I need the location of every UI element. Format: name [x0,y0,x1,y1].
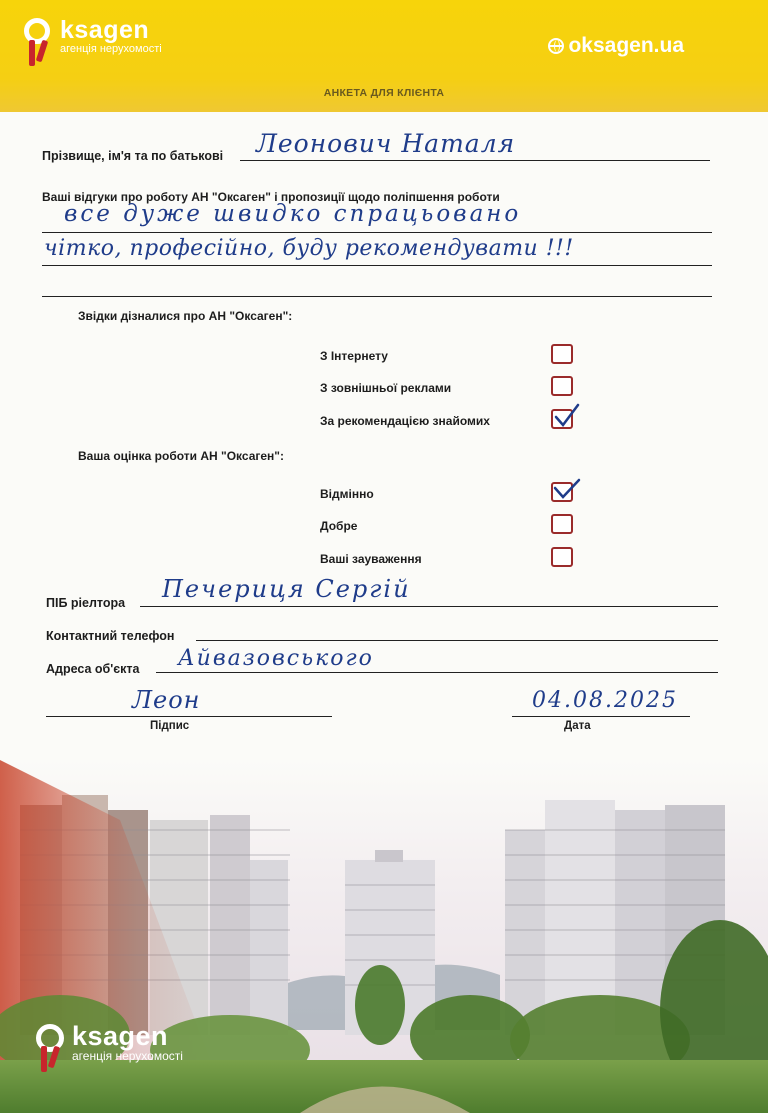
key-logo-icon [36,1024,70,1072]
date-value[interactable]: 04.08.2025 [532,688,678,713]
address-label: Адреса об'єкта [46,662,140,676]
source-label: Звідки дізналися про АН "Оксаген": [78,309,293,323]
feedback-text-2[interactable]: чітко, професійно, буду рекомендувати !!! [44,236,574,261]
feedback-line-2 [42,265,712,266]
rating-option-excellent-checkbox[interactable] [551,482,573,502]
brand-logo [24,18,162,66]
source-option-ads-checkbox[interactable] [551,376,573,396]
feedback-text-1[interactable]: все дуже швидко спрацьовано [64,201,522,227]
realtor-label: ПІБ ріелтора [46,596,126,610]
source-option-internet-label: З Інтернету [320,349,388,363]
date-line [512,716,690,717]
feedback-label: Ваші відгуки про роботу АН "Оксаген" і пропозиції щодо поліпшення роботи [42,190,500,204]
key-logo-icon [24,18,58,66]
source-option-internet-checkbox[interactable] [551,344,573,364]
realtor-line [140,606,718,607]
name-label: Прізвище, ім'я та по батькові [42,149,224,163]
rating-label: Ваша оцінка роботи АН "Оксаген": [78,449,284,463]
address-line [156,672,718,673]
date-label: Дата [564,720,591,732]
form-title: АНКЕТА ДЛЯ КЛІЄНТА [323,87,445,99]
name-value[interactable]: Леонович Наталя [256,129,516,158]
signature-line [46,716,332,717]
globe-icon [548,38,564,54]
name-line [240,160,710,161]
brand-name: ksagen [60,16,150,44]
realtor-value[interactable]: Печериця Сергій [162,575,411,603]
source-option-referral-checkbox[interactable] [551,409,573,429]
brand-tagline: агенція нерухомості [60,43,162,55]
checkmark-icon [551,476,581,506]
source-option-ads-label: З зовнішньої реклами [320,381,452,395]
rating-option-remarks-checkbox[interactable] [551,547,573,567]
footer-brand-name: ksagen [72,1021,169,1051]
rating-option-excellent-label: Відмінно [320,487,374,501]
website-text: oksagen.ua [568,34,684,57]
source-option-referral-label: За рекомендацією знайомих [320,414,490,428]
phone-line [196,640,718,641]
footer-brand-logo [36,1021,183,1072]
footer-brand-tagline: агенція нерухомості [72,1049,183,1063]
feedback-line-1 [42,232,712,233]
phone-label: Контактний телефон [46,629,175,643]
rating-option-good-label: Добре [320,519,358,533]
header-band [0,0,768,112]
signature-label: Підпис [150,720,190,732]
checkmark-icon [551,403,581,433]
signature-value: Леон [132,686,201,714]
website-link[interactable] [548,34,684,58]
rating-option-remarks-label: Ваші зауваження [320,552,422,566]
address-value[interactable]: Айвазовського [178,646,374,671]
feedback-line-3 [42,296,712,297]
rating-option-good-checkbox[interactable] [551,514,573,534]
